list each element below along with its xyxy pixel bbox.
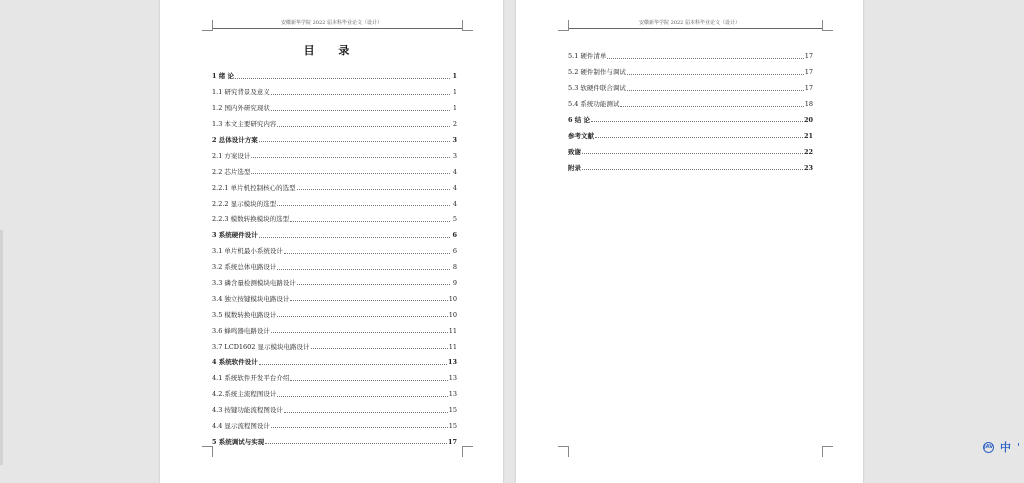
toc-entry[interactable] bbox=[212, 366, 457, 382]
toc-entry-label: 4.4 显示流程图设计 bbox=[212, 421, 270, 430]
toc-entry[interactable] bbox=[212, 175, 457, 191]
toc-entry-label: 3.5 模数转换电路设计 bbox=[212, 310, 277, 319]
header-rule bbox=[568, 28, 823, 29]
toc-dot-leader bbox=[595, 137, 803, 138]
toc-dot-leader bbox=[607, 58, 803, 59]
toc-entry-page-number: 1 bbox=[452, 88, 457, 97]
toc-dot-leader bbox=[582, 169, 803, 170]
toc-entry-label: 4.3 按键功能流程图设计 bbox=[212, 406, 283, 415]
toc-entry-page-number: 6 bbox=[452, 231, 457, 240]
toc-entry-page-number: 15 bbox=[448, 406, 457, 415]
toc-dot-leader bbox=[271, 332, 448, 333]
toc-list-page-1 bbox=[212, 64, 457, 445]
toc-entry[interactable] bbox=[568, 123, 813, 139]
toc-entry-label: 2.2 芯片选型 bbox=[212, 167, 251, 176]
toc-entry-page-number: 17 bbox=[804, 52, 813, 61]
language-suffix: ' bbox=[1017, 440, 1021, 454]
toc-entry[interactable] bbox=[212, 191, 457, 207]
toc-entry[interactable] bbox=[212, 302, 457, 318]
toc-entry-label: 4.1 系统软件开发平台介绍 bbox=[212, 374, 290, 383]
toc-entry-label: 3.4 独立按键模块电路设计 bbox=[212, 294, 290, 303]
toc-entry[interactable] bbox=[212, 128, 457, 144]
window-left-edge bbox=[0, 230, 3, 465]
toc-dot-leader bbox=[620, 106, 803, 107]
toc-entry[interactable] bbox=[212, 207, 457, 223]
toc-dot-leader bbox=[297, 284, 450, 285]
toc-entry-page-number: 1 bbox=[452, 72, 457, 81]
toc-dot-leader bbox=[582, 153, 803, 154]
crop-mark-top-right bbox=[822, 20, 833, 31]
crop-mark-bottom-right bbox=[462, 446, 473, 457]
toc-entry-page-number: 13 bbox=[448, 374, 457, 383]
toc-entry-label: 1 绪 论 bbox=[212, 72, 235, 81]
toc-dot-leader bbox=[627, 90, 804, 91]
toc-entry-page-number: 3 bbox=[452, 135, 457, 144]
toc-entry[interactable] bbox=[212, 143, 457, 159]
toc-dot-leader bbox=[591, 121, 803, 122]
toc-dot-leader bbox=[277, 205, 450, 206]
toc-dot-leader bbox=[259, 141, 450, 142]
toc-entry-label: 3.2 系统总体电路设计 bbox=[212, 263, 277, 272]
toc-entry-label: 3 系统硬件设计 bbox=[212, 231, 258, 240]
toc-dot-leader bbox=[277, 126, 450, 127]
page-header: 安徽新华学院 2022 届本科毕业论文（设计） bbox=[281, 20, 382, 26]
toc-entry-label: 致谢 bbox=[568, 147, 581, 156]
toc-dot-leader bbox=[297, 189, 450, 190]
toc-dot-leader bbox=[265, 443, 447, 444]
toc-dot-leader bbox=[259, 237, 450, 238]
toc-entry-label: 参考文献 bbox=[568, 131, 594, 140]
toc-entry[interactable] bbox=[212, 112, 457, 128]
toc-entry-page-number: 1 bbox=[452, 104, 457, 113]
toc-entry[interactable] bbox=[568, 139, 813, 155]
toc-entry-label: 5.1 硬件清单 bbox=[568, 52, 607, 61]
toc-entry-page-number: 4 bbox=[452, 167, 457, 176]
toc-entry-page-number: 5 bbox=[452, 215, 457, 224]
toc-entry-page-number: 11 bbox=[448, 326, 457, 335]
page-header: 安徽新华学院 2022 届本科毕业论文（设计） bbox=[639, 20, 740, 26]
toc-title: 目 录 bbox=[303, 44, 360, 57]
toc-entry-label: 4 系统软件设计 bbox=[212, 358, 258, 367]
toc-entry-label: 2.2.2 显示模块的选型 bbox=[212, 199, 277, 208]
toc-entry-label: 5 系统调试与实现 bbox=[212, 437, 265, 446]
toc-entry-label: 3.6 蜂鸣器电路设计 bbox=[212, 326, 270, 335]
toc-entry-page-number: 8 bbox=[452, 263, 457, 272]
toc-entry[interactable] bbox=[212, 429, 457, 445]
toc-entry[interactable] bbox=[568, 76, 813, 92]
toc-entry[interactable] bbox=[212, 382, 457, 398]
toc-entry[interactable] bbox=[212, 80, 457, 96]
toc-entry-label: 附录 bbox=[568, 163, 581, 172]
toc-dot-leader bbox=[311, 348, 448, 349]
toc-entry-page-number: 22 bbox=[803, 147, 813, 156]
toc-entry[interactable] bbox=[212, 223, 457, 239]
toc-entry-page-number: 6 bbox=[452, 247, 457, 256]
toc-entry-page-number: 9 bbox=[452, 278, 457, 287]
crop-mark-bottom-right bbox=[822, 446, 833, 457]
toc-entry-page-number: 11 bbox=[448, 342, 457, 351]
toc-entry[interactable] bbox=[568, 44, 813, 60]
crop-mark-bottom-left bbox=[202, 446, 213, 457]
crop-mark-top-left bbox=[558, 20, 569, 31]
toc-entry-page-number: 10 bbox=[448, 310, 457, 319]
toc-entry-page-number: 10 bbox=[448, 294, 457, 303]
toc-dot-leader bbox=[277, 316, 447, 317]
toc-entry-page-number: 23 bbox=[803, 163, 813, 172]
toc-entry-page-number: 4 bbox=[452, 183, 457, 192]
toc-entry[interactable] bbox=[212, 239, 457, 255]
crop-mark-top-left bbox=[202, 20, 213, 31]
toc-entry-page-number: 17 bbox=[804, 68, 813, 77]
toc-entry-label: 3.1 单片机最小系统设计 bbox=[212, 247, 283, 256]
crop-mark-bottom-left bbox=[558, 446, 569, 457]
toc-entry[interactable] bbox=[568, 108, 813, 124]
toc-dot-leader bbox=[271, 110, 450, 111]
toc-entry-page-number: 21 bbox=[803, 131, 813, 140]
toc-entry[interactable] bbox=[212, 414, 457, 430]
toc-dot-leader bbox=[284, 253, 450, 254]
toc-dot-leader bbox=[259, 364, 447, 365]
toc-entry[interactable] bbox=[212, 271, 457, 287]
toc-entry[interactable] bbox=[212, 350, 457, 366]
toc-entry-page-number: 4 bbox=[452, 199, 457, 208]
toc-dot-leader bbox=[284, 412, 448, 413]
toc-entry-label: 5.4 系统功能测试 bbox=[568, 100, 620, 109]
toc-entry-label: 6 结 论 bbox=[568, 115, 591, 124]
toc-entry[interactable] bbox=[212, 159, 457, 175]
toc-entry[interactable] bbox=[568, 155, 813, 171]
toc-dot-leader bbox=[271, 427, 448, 428]
document-page-1 bbox=[160, 0, 503, 483]
toc-dot-leader bbox=[290, 300, 447, 301]
toc-dot-leader bbox=[251, 157, 450, 158]
toc-entry-label: 2.2.3 模数转换模块的选型 bbox=[212, 215, 290, 224]
toc-entry-page-number: 17 bbox=[447, 437, 457, 446]
toc-dot-leader bbox=[235, 78, 450, 79]
toc-entry-page-number: 17 bbox=[804, 84, 813, 93]
toc-dot-leader bbox=[290, 221, 450, 222]
input-method-icon: JAV bbox=[983, 442, 994, 453]
toc-entry[interactable] bbox=[568, 60, 813, 76]
toc-entry-label: 5.3 软硬件联合调试 bbox=[568, 84, 626, 93]
toc-dot-leader bbox=[277, 396, 447, 397]
toc-entry-page-number: 13 bbox=[448, 390, 457, 399]
toc-entry-label: 1.1 研究背景及意义 bbox=[212, 88, 270, 97]
toc-dot-leader bbox=[277, 269, 450, 270]
toc-entry-page-number: 20 bbox=[803, 115, 813, 124]
toc-dot-leader bbox=[290, 380, 447, 381]
toc-list-page-2 bbox=[568, 44, 813, 171]
toc-entry[interactable] bbox=[212, 286, 457, 302]
toc-entry-page-number: 15 bbox=[448, 421, 457, 430]
header-rule bbox=[212, 28, 463, 29]
toc-entry[interactable] bbox=[212, 96, 457, 112]
toc-dot-leader bbox=[627, 74, 804, 75]
toc-entry-page-number: 13 bbox=[447, 358, 457, 367]
toc-entry-label: 2.1 方案设计 bbox=[212, 151, 251, 160]
toc-entry[interactable] bbox=[212, 64, 457, 80]
toc-entry-label: 2 总体设计方案 bbox=[212, 135, 258, 144]
toc-entry[interactable] bbox=[212, 318, 457, 334]
crop-mark-top-right bbox=[462, 20, 473, 31]
language-label: 中 bbox=[1000, 441, 1011, 454]
toc-dot-leader bbox=[271, 94, 450, 95]
document-page-2 bbox=[516, 0, 863, 483]
toc-entry-page-number: 18 bbox=[804, 100, 813, 109]
toc-entry-label: 3.3 磷含量检测模块电路设计 bbox=[212, 278, 296, 287]
toc-entry-label: 4.2.系统主流程图设计 bbox=[212, 390, 277, 399]
toc-entry[interactable] bbox=[212, 334, 457, 350]
toc-dot-leader bbox=[251, 173, 450, 174]
toc-entry-page-number: 2 bbox=[452, 120, 457, 129]
toc-entry-label: 5.2 硬件制作与调试 bbox=[568, 68, 626, 77]
toc-entry-label: 3.7 LCD1602 显示模块电路设计 bbox=[212, 342, 310, 351]
language-indicator[interactable] bbox=[983, 440, 1020, 454]
toc-entry-label: 1.2 国内外研究现状 bbox=[212, 104, 270, 113]
toc-entry-page-number: 3 bbox=[452, 151, 457, 160]
toc-entry[interactable] bbox=[568, 92, 813, 108]
toc-entry[interactable] bbox=[212, 398, 457, 414]
toc-entry[interactable] bbox=[212, 255, 457, 271]
toc-entry-label: 1.3 本文主要研究内容 bbox=[212, 120, 277, 129]
toc-entry-label: 2.2.1 单片机控制核心的选型 bbox=[212, 183, 296, 192]
